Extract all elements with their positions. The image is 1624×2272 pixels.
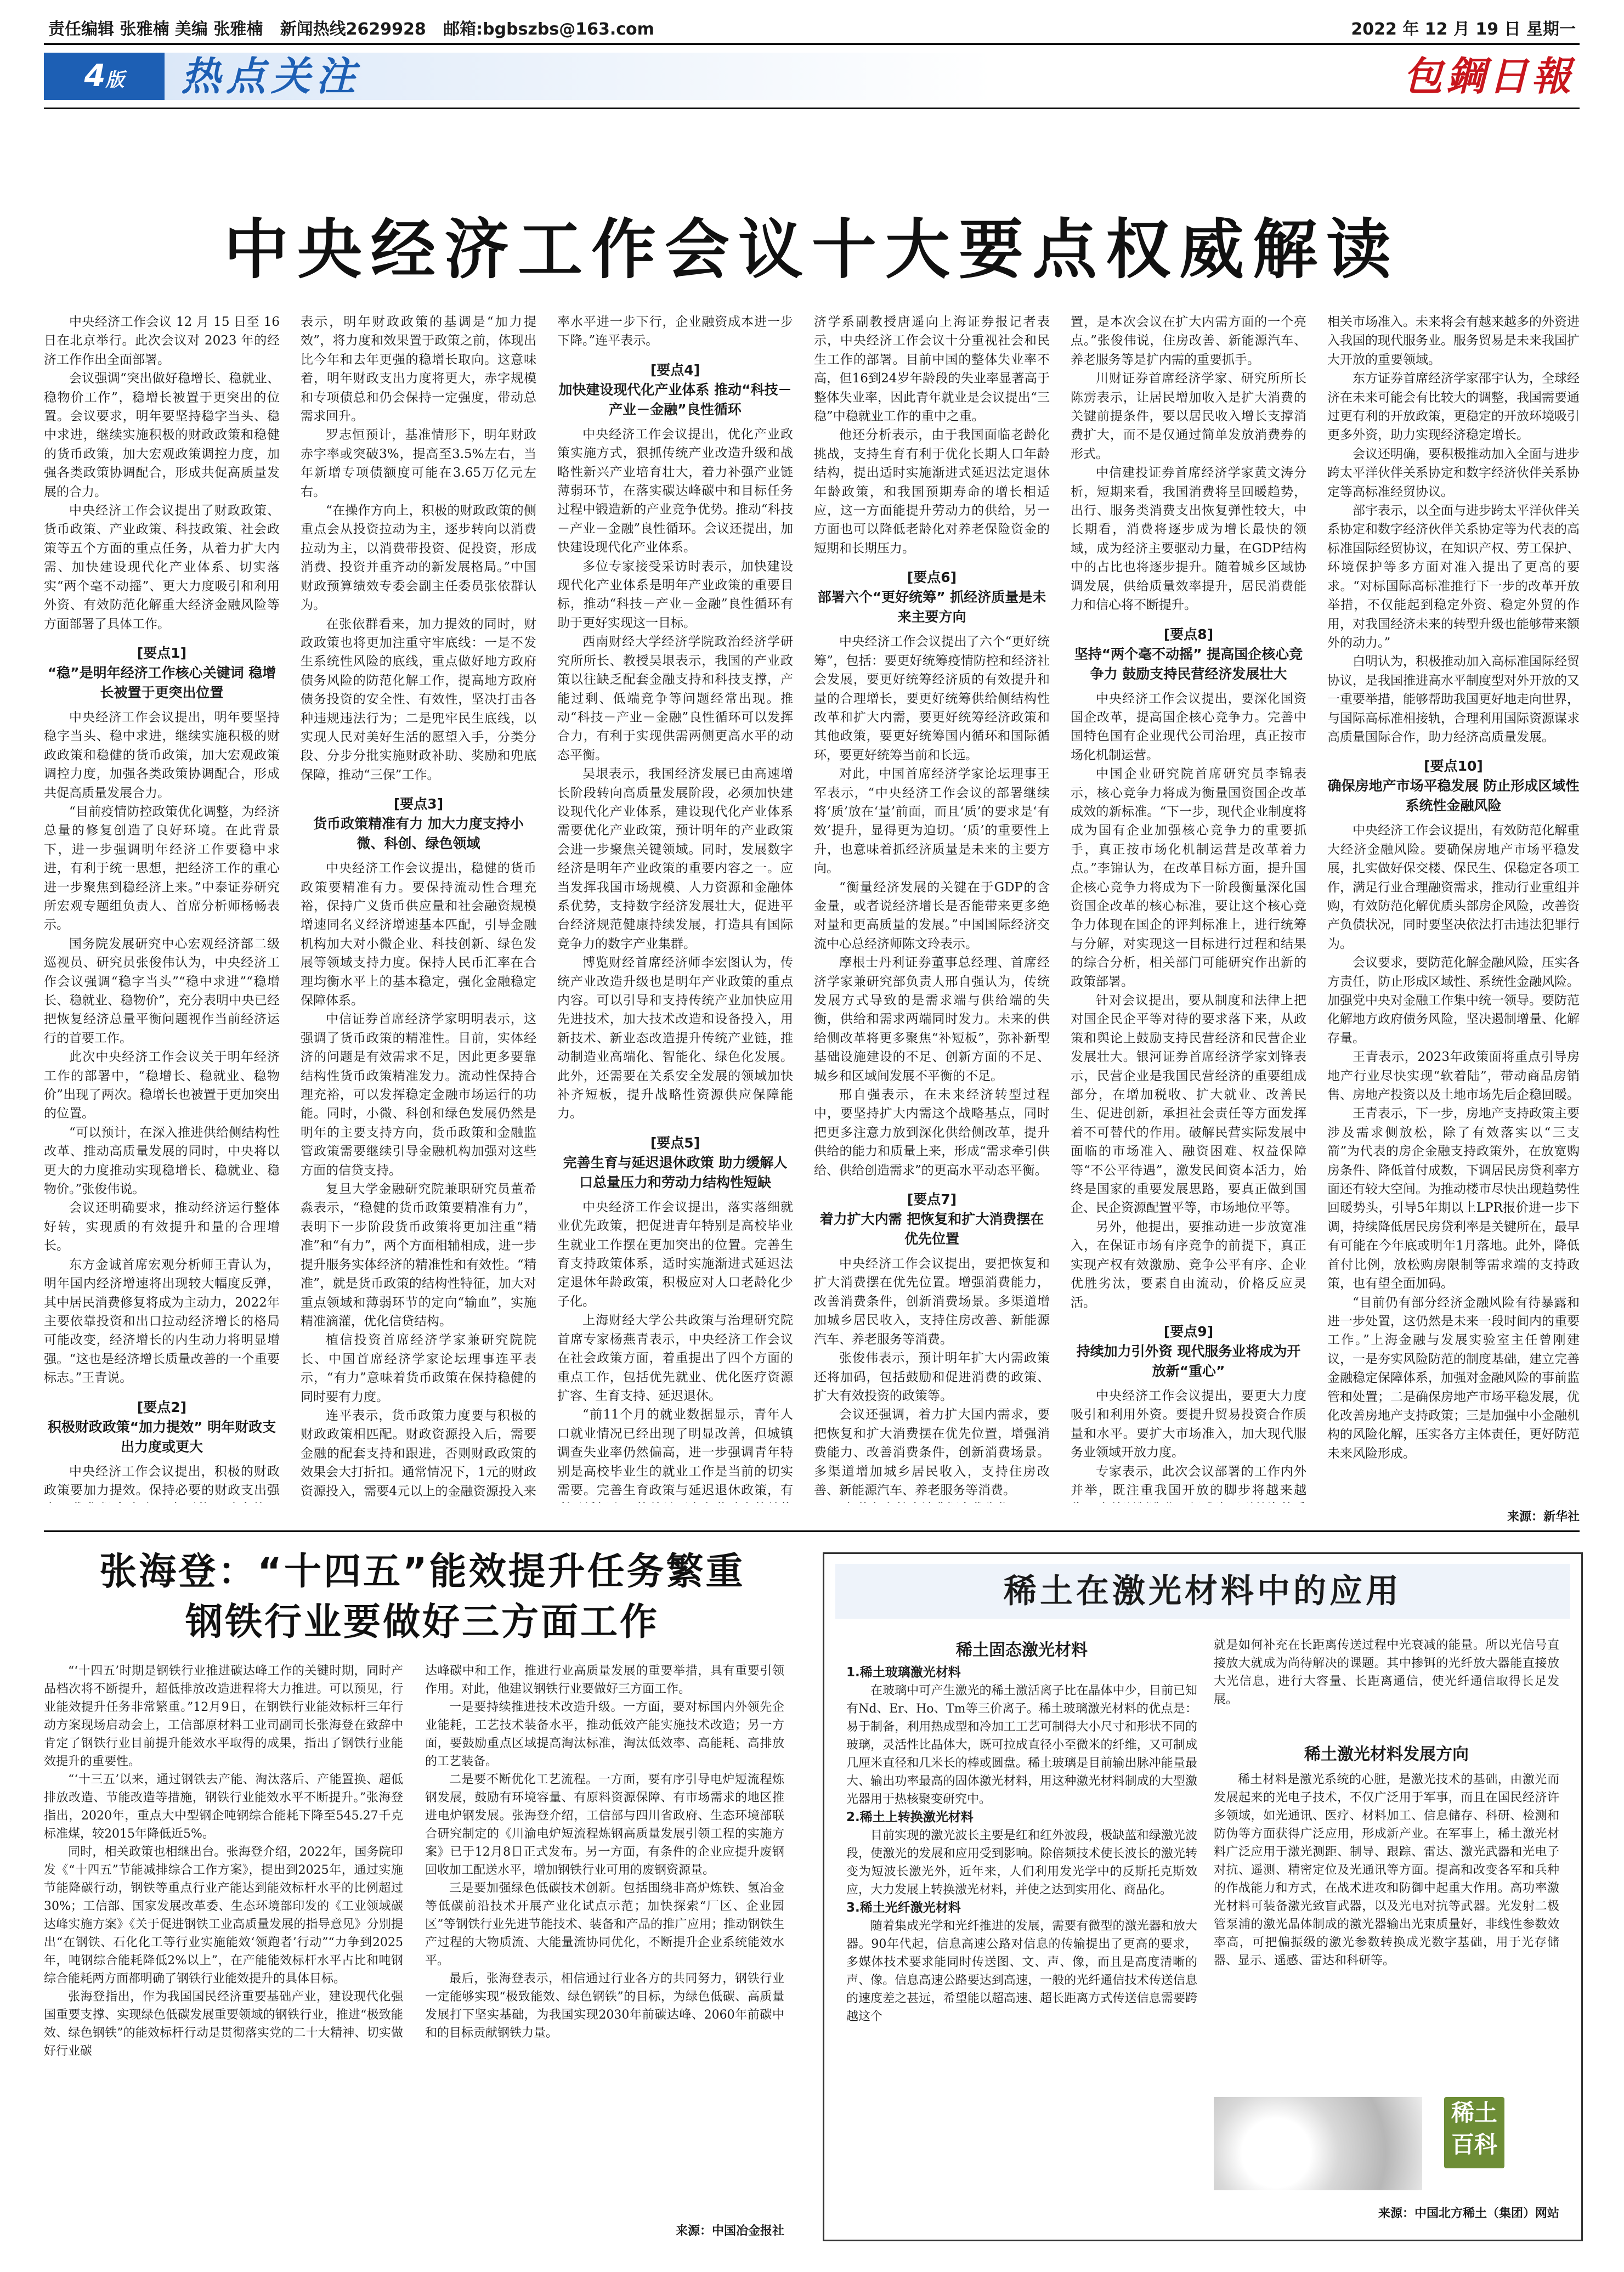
steel-source: 来源：中国冶金报社 <box>675 2224 784 2238</box>
rare-earth-col-3: 稀土材料是激光系统的心脏，是激光技术的基础，由激光而发展起来的光电子技术，不仅广泛用于军事，而且在国民经济许多领域，如光通讯、医疗、材料加工、信息储存、科研、检测和防伪等方面获得广泛应用，形成新产业。在军事上，稀土激光材料广泛应用于激光测距、制导、跟踪、雷达、激光武器和光电子对抗、遥测、精密定位及光通讯等方面。提高和改变各军和兵种的作战能力和方式，在战术进攻和防御中起重大作用。高功率激光材料可装备激光致盲武器，以及光电对抗等武器。光发射二极管泵浦的激光晶体制成的激光器输出光束质量好，非线性参数效率高，可把偏振级的激光参数转换成光数字基础，用于光存储器、显示、遥感、雷达和科研等。 <box>1214 1773 1559 1968</box>
steel-col-2: 达峰碳中和工作，推进行业高质量发展的重要举措，具有重要引领作用。对此，他建议钢铁行业要做好三方面工作。 一是要持续推进技术改造升级。一方面，要对标国内外领先企业能耗，工艺技术装备水平，推动低效产能实施技术改造；另一方面，要鼓励重点区域提高淘汰标准，淘汰低效率、高能耗、高排放的工艺装备。 二是要不断优化工艺流程。一方面，要有序引导电炉短流程炼钢发展，鼓励有环境容量、有原料资源保障、有市场需求的地区推进电炉钢发展。张海登介绍，工信部与四川省政府、生态环境部联合研究制定的《川渝电炉短流程炼钢高质量发展引领工程的实施方案》已于12月8日正式发布。另一方面，有条件的企业应提升废钢回收加工配送水平，增加钢铁行业可用的废钢资源量。 三是要加强绿色低碳技术创新。包括围绕非高炉炼铁、氢冶金等低碳前沿技术开展产业化试点示范；加快探索“厂区、企业园区”等钢铁行业先进节能技术、装备和产品的推广应用；推动钢铁生产过程的大物质流、大能量流协同优化，不断提升企业系统能效水平。 最后，张海登表示，相信通过行业各方的共同努力，钢铁行业一定能够实现“极致能效、绿色钢铁”的目标，为绿色低碳、高质量发展打下坚实基础，为我国实现2030年前碳达峰、2060年前碳中和的目标贡献钢铁力量。 <box>425 1664 784 2040</box>
point-2-heading: [要点2] 积极财政政策“加力提效” 明年财政支出力度或更大 <box>47 1399 276 1455</box>
point-5-heading: [要点5] 完善生育与延迟退休政策 助力缓解人口总量压力和劳动力结构性短缺 <box>563 1134 788 1190</box>
point-9-heading: [要点9] 持续加力引外资 现代服务业将成为开放新“重心” <box>1076 1323 1301 1379</box>
main-col-2: 表示，明年财政政策的基调是“加力提效”，将力度和效果置于政策之前，体现出比今年和去年更强的稳增长取向。这意味着，明年财政支出力度将更大，赤字规模和专项债总和仍会保持一定强度，带动总需求回升。 罗志恒预计，基准情形下，明年财政赤字率或突破3%，提高至3.5%左右，当年新增专项债额度可能在3.65万亿元左右。 “在操作方向上，积极的财政政策的侧重点会从投资拉动为主，逐步转向以消费拉动为主，以消费带投资、促投资，形成消费、投资并重齐动的新发展格局。”中国财政预算绩效专委会副主任委员张依群认为。 在张依群看来，加力提效的同时，财政政策也将更加注重守牢底线：一是不发生系统性风险的底线，重点做好地方政府债务风险的防范化解工作，提高地方政府债务投资的安全性、有效性，坚决打击各种违规违法行为；二是兜牢民生底线，以实现人民对美好生活的愿望入手，分类分段、分步分批实施财政补助、奖励和兜底保障，推动“三保”工作。 [要点3] 货币政策精准有力 加大力度支持小微、科创、绿色领域 中央经济工作会议提出，稳健的货币政策要精准有力。要保持流动性合理充裕，保持广义货币供应量和社会融资规模增速同名义经济增速基本匹配，引导金融机构加大对小微企业、科技创新、绿色发展等领域支持力度。保持人民币汇率在合理均衡水平上的基本稳定，强化金融稳定保障体系。 中信证券首席经济学家明明表示，这强调了货币政策的精准性。目前，实体经济的问题是有效需求不足，因此更多要靠结构性货币政策精准发力。流动性保持合理充裕，可以发挥稳定金融市场运行的功能。同时，小微、科创和绿色发展仍然是明年的主要支持方向，货币政策和金融监管政策需要继续引导金融机构加强对这些方面的信贷支持。 复旦大学金融研究院兼职研究员董希淼表示，“稳健的货币政策要精准有力”，表明下一步阶段货币政策将更加注重“精准”和“有力”，两个方面相辅相成，进一步提升服务实体经济的精准性和有效性。“精准”，就是货币政策的结构性特征，加大对重点领域和薄弱环节的定向“输血”，实施精准滴灌，优化信贷结构。 植信投资首席经济学家兼研究院院长、中国首席经济学家论坛理事连平表示，“有力”意味着货币政策在保持稳健的同时要有力度。 连平表示，货币政策力度要与积极的财政政策相匹配。财政资源投入后，需要金融的配套支持和跟进，否则财政政策的效果会大打折扣。通常情况下，1元的财政资源投入，需要4元以上的金融资源投入来 <box>301 315 536 1499</box>
rare-earth-encyclopedia-badge: 稀土 百科 <box>1444 2097 1504 2168</box>
steel-headline: 张海登：“十四五”能效提升任务繁重 钢铁行业要做好三方面工作 <box>99 1550 745 1644</box>
point-10-heading: [要点10] 确保房地产市场平稳发展 防止形成区域性系统性金融风险 <box>1327 758 1580 814</box>
point-6-heading: [要点6] 部署六个“更好统筹” 抓经济质量是未来主要方向 <box>817 569 1046 625</box>
newspaper-logo: 包鋼日報 <box>1402 53 1574 99</box>
rare-earth-source: 来源：中国北方稀土（集团）网站 <box>1378 2207 1559 2220</box>
main-col-1: 中央经济工作会议 12 月 15 日至 16 日在北京举行。此次会议对 2023 年的经济工作作出全面部署。 会议强调“突出做好稳增长、稳就业、稳物价工作”，稳增长被置于更突出的位置。会议要求，明年要坚持稳字当头、稳中求进，继续实施积极的财政政策和稳健的货币政策，加大宏观政策调控力度，加强各类政策协调配合，形成共促高质量发展的合力。 中央经济工作会议提出了财政政策、货币政策、产业政策、科技政策、社会政策等五个方面的重点任务，从着力扩大内需、加快建设现代化产业体系、切实落实“两个毫不动摇”、更大力度吸引和利用外资、有效防范化解重大经济金融风险等方面部署了具体工作。 [要点1] “稳”是明年经济工作核心关键词 稳增长被置于更突出位置 中央经济工作会议提出，明年要坚持稳字当头、稳中求进，继续实施积极的财政政策和稳健的货币政策，加大宏观政策调控力度，加强各类政策协调配合，形成共促高质量发展合力。 “目前疫情防控政策优化调整，为经济总量的修复创造了良好环境。在此背景下，进一步强调明年经济工作要稳中求进，有利于统一思想，把经济工作的重心进一步聚焦到稳经济上来。”中泰证券研究所宏观专题组负责人、首席分析师杨畅表示。 国务院发展研究中心宏观经济部二级巡视员、研究员张俊伟认为，中央经济工作会议强调“稳字当头”“稳中求进”“稳增长、稳就业、稳物价”，充分表明中央已经把恢复经济总量平衡问题视作当前经济运行的首要工作。 此次中央经济工作会议关于明年经济工作的部署中，“稳增长、稳就业、稳物价”出现了两次。稳增长也被置于更加突出的位置。 “可以预计，在深入推进供给侧结构性改革、推动高质量发展的同时，中央将以更大的力度推动实现稳增长、稳就业、稳物价。”张俊伟说。 会议还明确要求，推动经济运行整体好转，实现质的有效提升和量的合理增长。 东方金诚首席宏观分析师王青认为，明年国内经济增速将出现较大幅度反弹，其中居民消费修复将成为主动力，2022年主要依靠投资和出口拉动经济增长的格局可能改变，经济增长的内生动力将明显增强。“这也是经济增长质量改善的一个重要标志。”王青说。 [要点2] 积极财政政策“加力提效” 明年财政支出力度或更大 中央经济工作会议提出，积极的财政政策要加力提效。保持必要的财政支出强 <box>44 315 280 1497</box>
solid-laser-heading: 稀土固态激光材料 <box>956 1641 1088 1660</box>
main-source: 来源：新华社 <box>1507 1510 1580 1524</box>
rare-earth-powder-image <box>1214 2097 1422 2190</box>
main-headline: 中央经济工作会议十大要点权威解读 <box>223 212 1400 287</box>
page-number-box <box>44 53 165 100</box>
page-number: 4版 <box>84 58 125 94</box>
main-col-4: 济学系副教授唐遥向上海证券报记者表示，中央经济工作会议十分重视社会和民生工作的部署。目前中国的整体失业率不高，但16到24岁年龄段的失业率显著高于整体失业率，因此青年就业是会议提出“三稳”中稳就业工作的重中之重。 他还分析表示，由于我国面临老龄化挑战，支持生育有利于优化长期人口年龄结构，提出适时实施渐进式延迟法定退休年龄政策，和我国预期寿命的增长相适应，这一方面能提升劳动力的供给，另一方面也可以降低老龄化对养老保险资金的短期和长期压力。 [要点6] 部署六个“更好统筹” 抓经济质量是未来主要方向 中央经济工作会议提出了六个“更好统筹”，包括：要更好统筹疫情防控和经济社会发展，要更好统筹经济质的有效提升和量的合理增长，要更好统筹供给侧结构性改革和扩大内需，要更好统筹经济政策和其他政策，要更好统筹国内循环和国际循环，要更好统筹当前和长远。 对此，中国首席经济学家论坛理事王军表示，“中央经济工作会议的部署继续将‘质’放在‘量’前面，而且‘质’的要求是‘有效’提升，显得更为迫切。‘质’的重要性上升，也意味着抓经济质量是未来的主要方向。 “衡量经济发展的关键在于GDP的含金量，或者说经济增长是否能带来更多绝对量和更高质量的发展。”中国国际经济交流中心总经济师陈文玲表示。 摩根士丹利证券董事总经理、首席经济学家兼研究部负责人邢自强认为，传统发展方式导致的是需求端与供给端的失衡，供给和需求两端同时发力。未来的供给侧改革将更多聚焦“补短板”，弥补新型基础设施建设的不足、创新方面的不足、城乡和区域间发展不平衡的不足。 邢自强表示，在未来经济转型过程中，要坚持扩大内需这个战略基点，同时把更多注意力放到深化供给侧改革，提升供给的能力和质量上来，形成“需求牵引供给、供给创造需求”的更高水平动态平衡。 [要点7] 着力扩大内需 把恢复和扩大消费摆在优先位置 中央经济工作会议提出，要把恢复和扩大消费摆在优先位置。增强消费能力，改善消费条件，创新消费场景。多渠道增加城乡居民收入，支持住房改善、新能源汽车、养老服务等消费。 张俊伟表示，预计明年扩大内需政策还将加码，包括鼓励和促进消费的政策、扩大有效投资的政策等。 会议还强调，着力扩大国内需求，要把恢复和扩大消费摆在优先位置，增强消费能力、改善消费条件，创新消费场景。多渠道增加城乡居民收入，支持住房改善、新能源汽车、养老服务等消费。 <box>814 315 1050 1497</box>
rare-earth-col-1: 1.稀土玻璃激光材料 在玻璃中可产生激光的稀土激活离子比在晶体中少，目前已知有Nd、Er、Ho、Tm等三价离子。稀土玻璃激光材料的优点是：易于制备，利用热成型和冷加工工艺可制得大小尺寸和形状不同的玻璃，灵活性比晶体大，既可拉成直径小至微米的纤维，又可制成几厘米直径和几米长的棒或圆盘。稀土玻璃是目前输出脉冲能量最大、输出功率最高的固体激光材料，用这种激光材料制成的大型激光器用于热核聚变研究中。 2.稀土上转换激光材料 目前实现的激光波长主要是红和红外波段，极缺蓝和绿激光波段，使激光的发展和应用受到影响。除倍频技术使长波长的激光转变为短波长激光外，近年来，人们利用发光学中的反斯托克斯效应，大力发展上转换激光材料，并使之达到实用化、商品化。 3.稀土光纤激光材料 随着集成光学和光纤推进的发展，需要有微型的激光器和放大器。90年代起，信息高速公路对信息的传输提出了更高的要求，多媒体技术要求能同时传送图、文、声、像，而且是高度清晰的声、像。信息高速公路要达到高速，一般的光纤通信技术传送信息的速度差之甚远，希望能以超高速、超长距离方式传送信息需要跨越这个 <box>846 1665 1197 2024</box>
main-col-5: 置，是本次会议在扩大内需方面的一个亮点。”张俊伟说，住房改善、新能源汽车、养老服务等是扩内需的重要抓手。 川财证券首席经济学家、研究所所长陈雳表示，让居民增加收入是扩大消费的关键前提条件，要以居民收入增长支撑消费扩大，而不是仅通过简单发放消费券的形式。 中信建投证券首席经济学家黄文涛分析，短期来看，我国消费将呈回暖趋势，出行、服务类消费支出恢复弹性较大，中长期看，消费将逐步成为增长最快的领域，成为经济主要驱动力量，在GDP结构中的占比也将逐步提升。随着城乡区域协调发展，供给质量效率提升，居民消费能力和信心将不断提升。 [要点8] 坚持“两个毫不动摇” 提高国企核心竞争力 鼓励支持民营经济发展壮大 中央经济工作会议提出，要深化国资国企改革，提高国企核心竞争力。完善中国特色国有企业现代公司治理，真正按市场化机制运营。 中国企业研究院首席研究员李锦表示，核心竞争力将成为衡量国资国企改革成效的新标准。“下一步，现代企业制度将成为国有企业加强核心竞争力的重要抓手，真正按市场化机制运营是改革着力点。”李锦认为，在改革目标方面，提升国企核心竞争力将成为下一阶段衡量深化国资国企改革的核心标准，要让这个核心竞争力体现在国企的评判标准上，进行统筹与分解，对实现这一目标进行过程和结果的综合分析，相关部门可能研究作出新的政策部署。 针对会议提出，要从制度和法律上把对国企民企平等对待的要求落下来，从政策和舆论上鼓励支持民营经济和民营企业发展壮大。银河证券首席经济学家刘锋表示，民营企业是我国民营经济的重要组成部分，在增加税收、扩大就业、改善民生、促进创新，承担社会责任等方面发挥着不可替代的作用。破解民营实际发展中面临的市场准入、融资困难、权益保障等“不公平待遇”，激发民间资本活力，始终是国家的重要发展思路，要真正做到国企、民企资源配置平等，市场地位平等。 另外，他提出，要推动进一步放宽准入，在保证市场有序竞争的前提下，真正实现产权有效激励、竞争公平有序、企业优胜劣汰，要素自由流动，价格反应灵活。 [要点9] 持续加力引外资 现代服务业将成为开放新“重心” 中央经济工作会议提出，要更大力度吸引和利用外资。要提升贸易投资合作质量和水平。要扩大市场准入，加大现代服务业领域开放力度。 专家表示，此次会议部署的工作内外并举，既注重我国开放的脚步将越来越 <box>1071 315 1306 1497</box>
rare-earth-box <box>823 1552 1583 2241</box>
section-divider <box>44 1530 1580 1532</box>
main-col-3: 率水平进一步下行，企业融资成本进一步下降。”连平表示。 [要点4] 加快建设现代化产业体系 推动“科技－产业－金融”良性循环 中央经济工作会议提出，优化产业政策实施方式，狠抓传统产业改造升级和战略性新兴产业培育壮大，着力补强产业链薄弱环节，在落实碳达峰碳中和目标任务过程中锻造新的产业竞争优势。推动“科技－产业－金融”良性循环。会议还提出，加快建设现代化产业体系。 多位专家接受采访时表示，加快建设现代化产业体系是明年产业政策的重要目标，推动“科技－产业－金融”良性循环有助于更好实现这一目标。 西南财经大学经济学院政治经济学研究所所长、教授吴垠表示，我国的产业政策以往缺乏配套金融支持和科技支撑，产能过剩、低端竞争等问题经常出现。推动“科技－产业－金融”良性循环可以发挥合力，有利于实现供需两侧更高水平的动态平衡。 吴垠表示，我国经济发展已由高速增长阶段转向高质量发展阶段，必须加快建设现代化产业体系，建设现代化产业体系需要优化产业政策，预计明年的产业政策会进一步聚焦关键领域。同时，发展数字经济是明年产业政策的重要内容之一。应当发挥我国市场规模、人力资源和金融体系优势，支持数字经济发展壮大，促进平台经济规范健康持续发展，打造具有国际竞争力的数字产业集群。 博览财经首席经济师李宏图认为，传统产业改造升级也是明年产业政策的重点内容。可以引导和支持传统产业加快应用先进技术，加大技术改造和设备投入，用新技术、新业态改造提升传统产业链，推动制造业高端化、智能化、绿色化发展。此外，还需要在关系安全发展的领域加快补齐短板，提升战略性资源供应保障能力。 [要点5] 完善生育与延迟退休政策 助力缓解人口总量压力和劳动力结构性短缺 中央经济工作会议提出，落实落细就业优先政策，把促进青年特别是高校毕业生就业工作摆在更加突出的位置。完善生育支持政策体系，适时实施渐进式延迟法定退休年龄政策，积极应对人口老龄化少子化。 上海财经大学公共政策与治理研究院首席专家杨燕青表示，中央经济工作会议在社会政策方面，着重提出了四个方面的重点工作，包括优先就业、优化医疗资源扩容、生育支持、延迟退休。 “前11个月的就业数据显示，青年人口就业情况已经出现了明显改善，但城镇调查失业率仍然偏高，进一步强调青年特别是高校毕业生的就业工作是当前的切实需要。完善生育政策与延迟退休政策，有 <box>557 315 793 1497</box>
point-3-heading: [要点3] 货币政策精准有力 加大力度支持小微、科创、绿色领域 <box>313 796 524 852</box>
point-7-heading: [要点7] 着力扩大内需 把恢复和扩大消费摆在优先位置 <box>819 1191 1044 1247</box>
point-1-heading: [要点1] “稳”是明年经济工作核心关键词 稳增长被置于更突出位置 <box>47 645 276 700</box>
main-col-6: 相关市场准入。未来将会有越来越多的外资进入我国的现代服务业。服务贸易是未来我国扩大开放的重要领域。 东方证券首席经济学家邵宇认为，全球经济在未来可能会有比较大的调整，我国需要通过更有利的开放政策，更稳定的开放环境吸引更多外资，助力实现经济稳定增长。 会议还明确，要积极推动加入全面与进步跨太平洋伙伴关系协定和数字经济伙伴关系协定等高标准经贸协议。 部宇表示，以全面与进步跨太平洋伙伴关系协定和数字经济伙伴关系协定等为代表的高标准国际经贸协议，在知识产权、劳工保护、环境保护等多方面对准入提出了更高的要求。“对标国际高标准推行下一步的改革开放举措，不仅能起到稳定外资、稳定外贸的作用，对我国经济未来的转型升级也能够带来额外的动力。” 白明认为，积极推动加入高标准国际经贸协议，是我国推进高水平制度型对外开放的又一重要举措，能够帮助我国更好地走向世界，与国际高标准相接轨，合理利用国际资源谋求高质量国际合作，助力经济高质量发展。 [要点10] 确保房地产市场平稳发展 防止形成区域性系统性金融风险 中央经济工作会议提出，有效防范化解重大经济金融风险。要确保房地产市场平稳发展，扎实做好保交楼、保民生、保稳定各项工作，满足行业合理融资需求，推动行业重组并购，有效防范化解优质头部房企风险，改善资产负债状况，同时要坚决依法打击违法犯罪行为。 会议要求，要防范化解金融风险，压实各方责任，防止形成区域性、系统性金融风险。加强党中央对金融工作集中统一领导。要防范化解地方政府债务风险，坚决遏制增量、化解存量。 王青表示，2023年政策面将重点引导房地产行业尽快实现“软着陆”，带动商品房销售、房地产投资以及土地市场先后企稳回暖。 王青表示，下一步，房地产支持政策主要涉及需求侧放松，除了有效落实以“三支箭”为代表的房企金融支持政策外，在放宽购房条件、降低首付成数，下调居民房贷利率方面还有较大空间。为推动楼市尽快出现趋势性回暖势头，引导5年期以上LPR报价进一步下调，持续降低居民房贷利率是关键所在，最早有可能在今年底或明年1月落地。此外，降低首付比例，放松购房限制等需求端的支持政策，也有望全面加码。 “目前仍有部分经济金融风险有待暴露和进一步处置，这仍然是未来一段时间内的重要工作。”上海金融与发展实验室主任曾刚建议，一是夯实风险防范的制度基础，建立完善金融稳定保障体系，加强对金融风险的事前监管和处置；二是确保房地产市场平稳发展，优化改善房地产支持政策；三是加强中小金融机构的风险化解，压实各方主体责任，更好防范未来风险形成。 <box>1327 315 1580 1461</box>
email: 邮箱:bgbszbs@163.com <box>443 20 654 39</box>
rare-earth-title: 稀土在激光材料中的应用 <box>1004 1572 1402 1610</box>
steel-col-1: “‘十四五’时期是钢铁行业推进碳达峰工作的关键时期，同时产品档次将不断提升，超低排放改造进程将大力推进。可以预见，行业能效提升任务非常繁重。”12月9日，在钢铁行业能效标杆三年行动方案现场启动会上，工信部原材料工业司副司长张海登在致辞中肯定了钢铁行业目前提升能效水平取得的成果，指出了钢铁行业能效提升的重要性。 “‘十三五’以来，通过钢铁去产能、淘汰落后、产能置换、超低排放改造、节能改造等措施，钢铁行业能效水平不断提升。”张海登指出，2020年，重点大中型钢企吨钢综合能耗下降至545.27千克标准煤，较2015年降低近5%。 同时，相关政策也相继出台。张海登介绍，2022年，国务院印发《“十四五”节能减排综合工作方案》，提出到2025年，通过实施节能降碳行动，钢铁等重点行业产能达到能效标杆水平的比例超过30%；工信部、国家发展改革委、生态环境部印发的《工业领域碳达峰实施方案》《关于促进钢铁工业高质量发展的指导意见》分别提出“在钢铁、石化化工等行业实施能效‘领跑者’行动”“力争到2025年，吨钢综合能耗降低2%以上”，在产能能效标杆水平占比和吨钢综合能耗两方面都明确了钢铁行业能效提升的具体目标。 张海登指出，作为我国国民经济重要基础产业，建设现代化强国重要支撑、实现绿色低碳发展重要领域的钢铁行业，推进“极致能效、绿色钢铁”的能效标杆行动是贯彻落实党的二十大精神、切实做好行业碳 <box>44 1664 403 2058</box>
section-title: 热点关注 <box>181 53 361 99</box>
section-banner <box>44 49 1580 104</box>
rare-earth-col-2: 就是如何补充在长距离传送过程中光衰减的能量。所以光信号直接放大就成为尚待解决的课题。其中掺铒的光纤放大器能直接放大光信息，进行大容量、长距离通信，使光纤通信取得长足发展。 <box>1214 1638 1559 1706</box>
editors: 责任编辑 张雅楠 美编 张雅楠 <box>48 20 263 39</box>
header-rule <box>44 43 1580 45</box>
banner-rule <box>44 108 1580 109</box>
header-meta <box>48 15 654 39</box>
development-heading: 稀土激光材料发展方向 <box>1304 1745 1469 1764</box>
issue-date: 2022 年 12 月 19 日 星期一 <box>1351 20 1576 39</box>
hotline: 新闻热线2629928 <box>280 20 426 39</box>
point-4-heading: [要点4] 加快建设现代化产业体系 推动“科技－产业－金融”良性循环 <box>558 361 792 417</box>
point-8-heading: [要点8] 坚持“两个毫不动摇” 提高国企核心竞争力 鼓励支持民营经济发展壮大 <box>1074 626 1303 682</box>
